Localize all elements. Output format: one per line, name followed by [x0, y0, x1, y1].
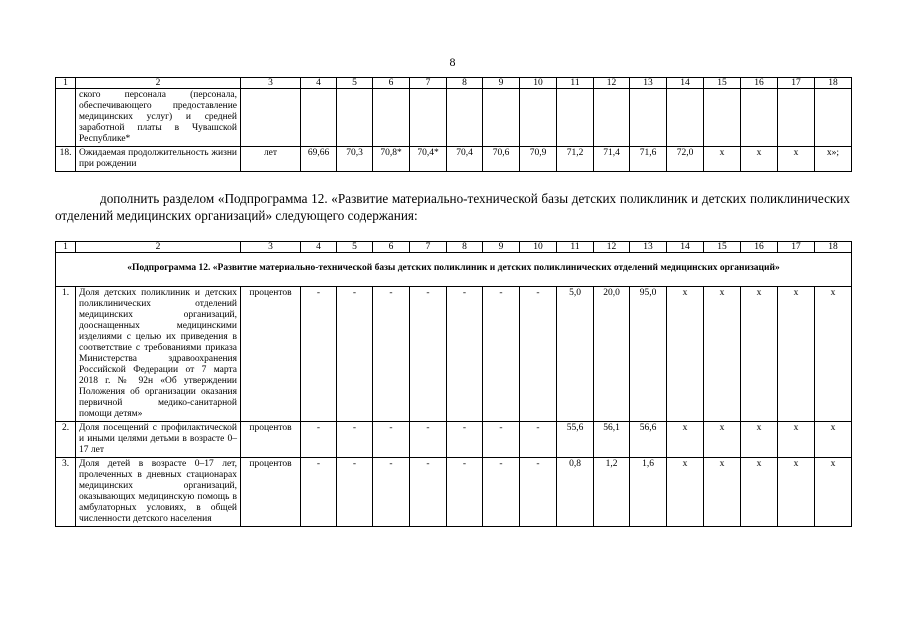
indicator-value: х	[704, 422, 741, 458]
indicator-value	[557, 89, 594, 147]
indicator-value: -	[447, 458, 483, 527]
indicator-value	[337, 89, 373, 147]
indicator-value: -	[447, 287, 483, 422]
indicator-value: -	[483, 422, 520, 458]
column-number: 5	[337, 78, 373, 89]
indicator-value: х	[667, 458, 704, 527]
indicator-value: х	[741, 422, 778, 458]
column-number: 13	[630, 242, 667, 253]
indicator-value: 0,8	[557, 458, 594, 527]
indicator-value: 56,1	[594, 422, 630, 458]
indicator-value: 69,66	[301, 147, 337, 172]
indicator-name: Доля детей в возрасте 0–17 лет, пролеченных в дневных стационарах медицинских организаций, оказывающих медицинскую помощь в амбулаторных условиях, в общей численности детского населения	[76, 458, 241, 527]
indicator-name: Ожидаемая продолжительность жизни при рождении	[76, 147, 241, 172]
indicator-value	[815, 89, 852, 147]
indicator-value: х	[778, 287, 815, 422]
indicator-value: -	[373, 287, 410, 422]
column-number: 8	[447, 242, 483, 253]
indicator-value: 56,6	[630, 422, 667, 458]
indicator-value: -	[410, 422, 447, 458]
indicator-value: х	[778, 422, 815, 458]
indicator-value	[483, 89, 520, 147]
indicator-value: -	[301, 287, 337, 422]
indicator-value: х	[704, 147, 741, 172]
indicator-value: -	[337, 422, 373, 458]
subprogram-heading: «Подпрограмма 12. «Развитие материально-технической базы детских поликлиник и детских поликлинических отделений медицинских организаций»	[56, 253, 852, 287]
row-number: 2.	[56, 422, 76, 458]
indicator-value: х	[704, 287, 741, 422]
column-number: 16	[741, 78, 778, 89]
indicator-value	[630, 89, 667, 147]
column-number: 6	[373, 78, 410, 89]
column-number: 1	[56, 78, 76, 89]
table-row	[56, 147, 852, 172]
indicator-value: 20,0	[594, 287, 630, 422]
column-number: 2	[76, 242, 241, 253]
indicator-value: х	[815, 287, 852, 422]
column-number: 16	[741, 242, 778, 253]
indicator-value: х»;	[815, 147, 852, 172]
indicator-value	[704, 89, 741, 147]
subprogram-12-table	[55, 241, 852, 527]
indicator-value: 70,9	[520, 147, 557, 172]
column-number: 10	[520, 78, 557, 89]
column-number: 14	[667, 242, 704, 253]
indicator-value	[667, 89, 704, 147]
indicator-value: -	[483, 287, 520, 422]
column-number: 3	[241, 242, 301, 253]
column-number: 4	[301, 242, 337, 253]
column-number: 8	[447, 78, 483, 89]
indicator-value: 70,4*	[410, 147, 447, 172]
indicator-value	[301, 89, 337, 147]
column-number: 13	[630, 78, 667, 89]
indicator-value	[373, 89, 410, 147]
indicator-value: х	[741, 147, 778, 172]
column-number: 4	[301, 78, 337, 89]
indicator-value: х	[815, 422, 852, 458]
indicator-value: 70,4	[447, 147, 483, 172]
column-number: 18	[815, 242, 852, 253]
indicator-value: 1,6	[630, 458, 667, 527]
indicator-value: х	[741, 458, 778, 527]
indicator-value	[520, 89, 557, 147]
indicator-value: -	[520, 287, 557, 422]
unit-of-measure: процентов	[241, 287, 301, 422]
indicator-value: х	[741, 287, 778, 422]
column-number: 11	[557, 78, 594, 89]
indicator-name: Доля посещений с профилактической и иными целями детьми в возрасте 0–17 лет	[76, 422, 241, 458]
indicator-name: Доля детских поликлиник и детских поликлинических отделений медицинских организаций, дооснащенных медицинскими изделиями с целью их приведения в соответствие с требованиями приказа Министерства здравоохранения Российской Федерации от 7 марта 2018 г. № 92н «Об утверждении Положения об организации оказания первичной медико-санитарной помощи детям»	[76, 287, 241, 422]
column-number: 11	[557, 242, 594, 253]
indicator-value: 95,0	[630, 287, 667, 422]
indicator-value: 72,0	[667, 147, 704, 172]
row-number: 3.	[56, 458, 76, 527]
column-number: 12	[594, 78, 630, 89]
column-number: 17	[778, 78, 815, 89]
indicator-value: -	[447, 422, 483, 458]
indicator-value: х	[778, 147, 815, 172]
column-number: 10	[520, 242, 557, 253]
indicator-value: х	[704, 458, 741, 527]
column-number: 17	[778, 242, 815, 253]
indicator-value: -	[373, 458, 410, 527]
indicator-value: х	[667, 287, 704, 422]
indicator-value: 5,0	[557, 287, 594, 422]
column-number: 18	[815, 78, 852, 89]
subprogram-heading-row	[56, 253, 852, 287]
table-row	[56, 89, 852, 147]
amendment-paragraph: дополнить разделом «Подпрограмма 12. «Развитие материально-технической базы детских поликлиник и детских поликлинических отделений медицинских организаций» следующего содержания:	[55, 191, 850, 223]
column-number: 7	[410, 242, 447, 253]
indicator-value: 70,3	[337, 147, 373, 172]
indicator-value: -	[410, 458, 447, 527]
column-number: 14	[667, 78, 704, 89]
column-number: 3	[241, 78, 301, 89]
indicator-value: -	[410, 287, 447, 422]
unit-of-measure: процентов	[241, 422, 301, 458]
row-number	[56, 89, 76, 147]
indicator-value: -	[483, 458, 520, 527]
indicator-value: -	[373, 422, 410, 458]
indicator-value	[778, 89, 815, 147]
indicator-value: х	[667, 422, 704, 458]
row-number: 18.	[56, 147, 76, 172]
indicator-value: 70,6	[483, 147, 520, 172]
column-number: 15	[704, 242, 741, 253]
indicator-value: х	[815, 458, 852, 527]
unit-of-measure: лет	[241, 147, 301, 172]
column-number-row	[56, 242, 852, 253]
indicator-value	[447, 89, 483, 147]
indicator-value: х	[778, 458, 815, 527]
column-number: 9	[483, 78, 520, 89]
column-number: 2	[76, 78, 241, 89]
indicator-value	[741, 89, 778, 147]
column-number: 5	[337, 242, 373, 253]
table-row	[56, 287, 852, 422]
indicator-value: -	[520, 458, 557, 527]
indicator-value: -	[301, 422, 337, 458]
table-row	[56, 458, 852, 527]
indicator-value: -	[301, 458, 337, 527]
column-number-row	[56, 78, 852, 89]
indicator-name: ского персонала (персонала, обеспечивающего предоставление медицинских услуг) и средней заработной платы в Чувашской Республике*	[76, 89, 241, 147]
unit-of-measure: процентов	[241, 458, 301, 527]
indicator-value: 71,4	[594, 147, 630, 172]
indicator-value: 71,2	[557, 147, 594, 172]
indicator-value: 71,6	[630, 147, 667, 172]
column-number: 15	[704, 78, 741, 89]
unit-of-measure	[241, 89, 301, 147]
indicator-value	[410, 89, 447, 147]
indicator-value: -	[337, 458, 373, 527]
page-number: 8	[449, 55, 456, 69]
indicator-value: 55,6	[557, 422, 594, 458]
indicator-value: 1,2	[594, 458, 630, 527]
indicators-table-continued	[55, 77, 852, 172]
column-number: 9	[483, 242, 520, 253]
indicator-value: 70,8*	[373, 147, 410, 172]
table-row	[56, 422, 852, 458]
indicator-value: -	[337, 287, 373, 422]
indicator-value: -	[520, 422, 557, 458]
indicator-value	[594, 89, 630, 147]
column-number: 7	[410, 78, 447, 89]
column-number: 12	[594, 242, 630, 253]
column-number: 1	[56, 242, 76, 253]
row-number: 1.	[56, 287, 76, 422]
column-number: 6	[373, 242, 410, 253]
